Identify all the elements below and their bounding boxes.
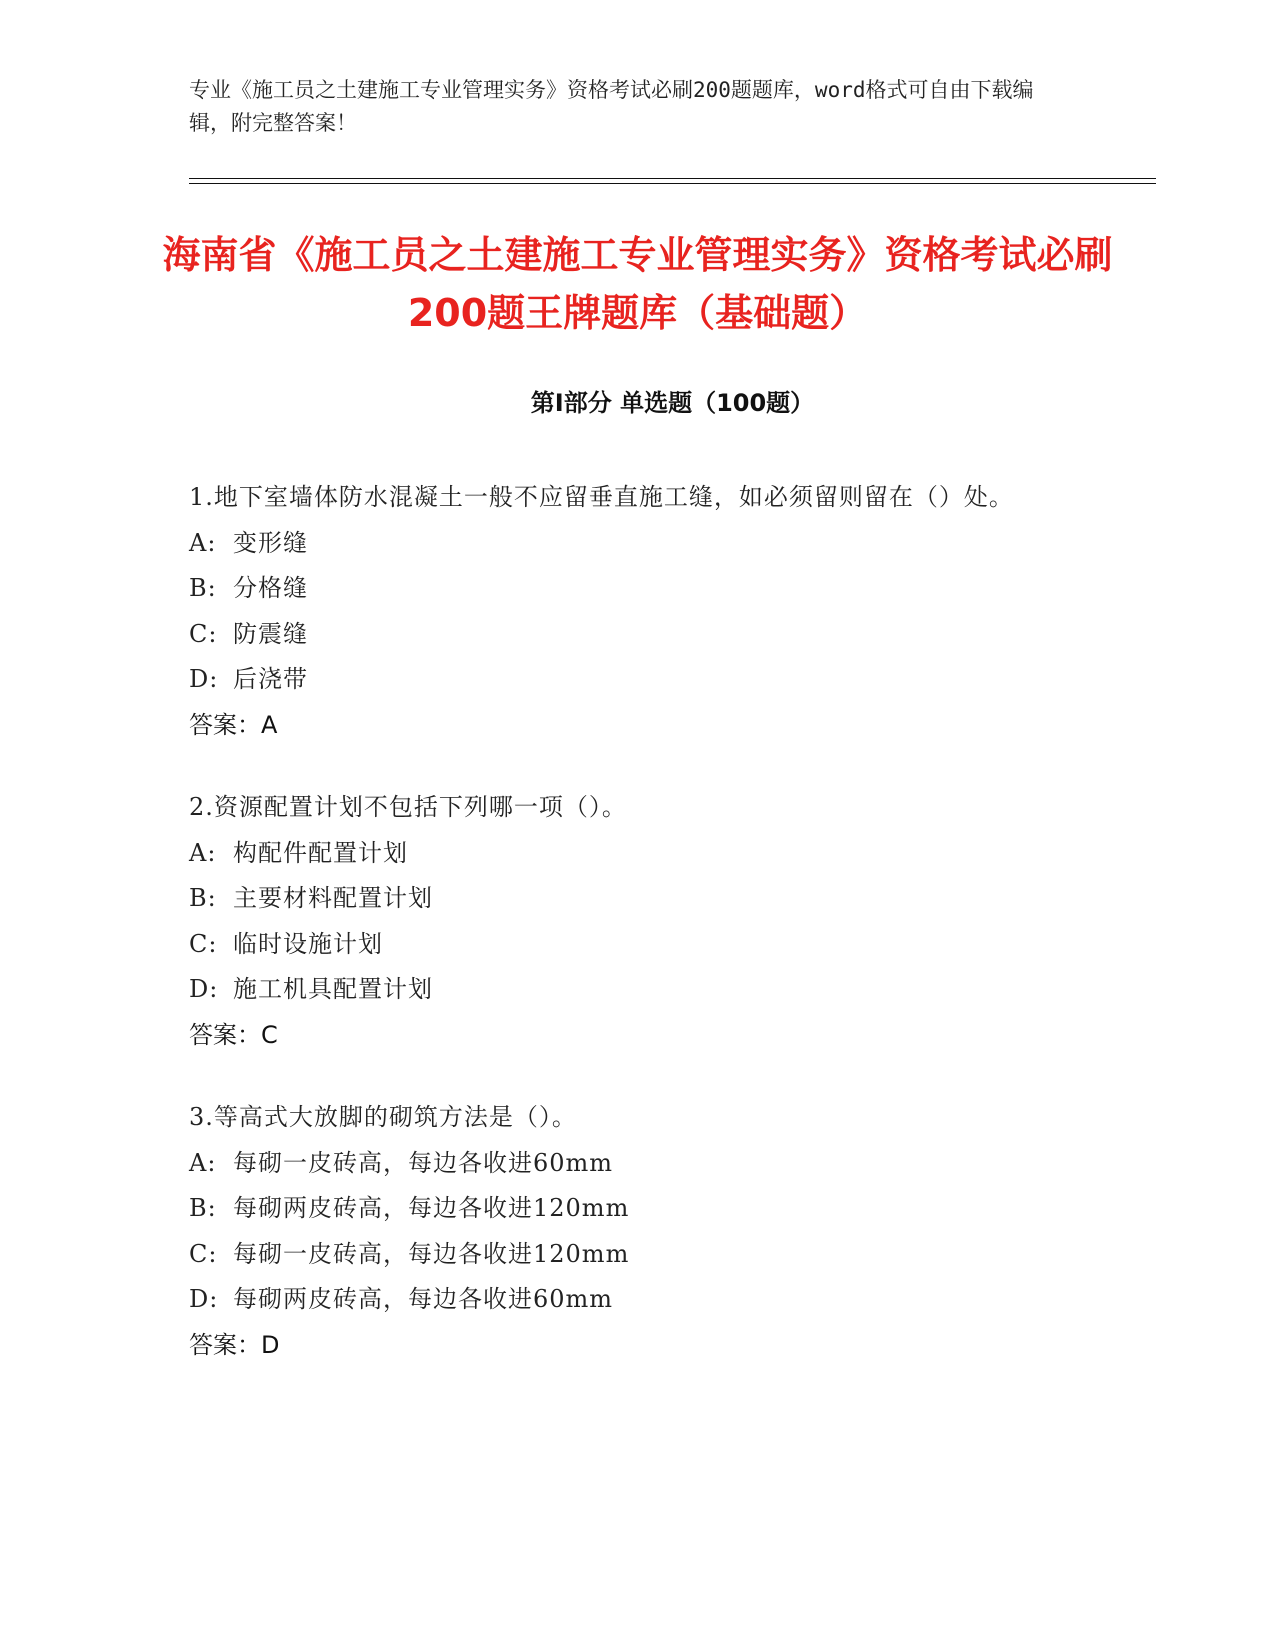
question-text: 1.地下室墙体防水混凝土一般不应留垂直施工缝，如必须留则留在（）处。 (189, 483, 1014, 511)
question-text: 3.等高式大放脚的砌筑方法是（）。 (189, 1103, 577, 1131)
header-rule-bottom (189, 183, 1156, 184)
question-item (189, 475, 1069, 748)
option-text: 防震缝 (233, 619, 308, 648)
option-text: 主要材料配置计划 (233, 884, 433, 912)
option-b (189, 566, 1069, 612)
option-label: C: (189, 929, 218, 958)
option-text: 临时设施计划 (233, 929, 383, 958)
option-b (189, 876, 1069, 922)
option-a (189, 831, 1069, 877)
option-text: 每砌一皮砖高，每边各收进60mm (233, 1148, 614, 1177)
option-text: 施工机具配置计划 (233, 975, 433, 1003)
answer-line: 答案：A (189, 710, 278, 739)
option-label: B: (189, 884, 217, 912)
question-list (189, 475, 1069, 1405)
answer-line: 答案：C (189, 1020, 278, 1049)
option-text: 分格缝 (233, 574, 308, 602)
option-text: 每砌一皮砖高，每边各收进120mm (233, 1239, 630, 1268)
header-note: 专业《施工员之土建施工专业管理实务》资格考试必刷200题题库，word格式可自由下载编辑，附完整答案！ (189, 78, 1034, 135)
option-text: 每砌两皮砖高，每边各收进120mm (233, 1194, 630, 1222)
option-label: A: (189, 528, 217, 557)
option-text: 每砌两皮砖高，每边各收进60mm (233, 1285, 614, 1313)
question-item (189, 1095, 1069, 1368)
option-label: C: (189, 619, 218, 648)
option-d (189, 657, 1069, 703)
option-label: B: (189, 574, 217, 602)
option-label: D: (189, 665, 219, 693)
option-label: A: (189, 838, 217, 867)
option-d (189, 1277, 1069, 1323)
header-rule-top (189, 178, 1156, 179)
option-d (189, 967, 1069, 1013)
option-a (189, 521, 1069, 567)
option-text: 变形缝 (233, 528, 308, 557)
option-label: D: (189, 1285, 219, 1313)
option-a (189, 1141, 1069, 1187)
option-text: 后浇带 (233, 665, 308, 693)
document-title: 海南省《施工员之土建施工专业管理实务》资格考试必刷200题王牌题库（基础题） (162, 233, 1113, 335)
option-label: A: (189, 1148, 217, 1177)
option-c (189, 1232, 1069, 1278)
option-label: C: (189, 1239, 218, 1268)
option-c (189, 612, 1069, 658)
option-b (189, 1186, 1069, 1232)
option-label: D: (189, 975, 219, 1003)
option-label: B: (189, 1194, 217, 1222)
answer-line: 答案：D (189, 1330, 280, 1359)
question-item (189, 785, 1069, 1058)
question-text: 2.资源配置计划不包括下列哪一项（）。 (189, 793, 627, 821)
option-c (189, 922, 1069, 968)
section-heading: 第Ⅰ部分 单选题（100题） (530, 389, 815, 417)
option-text: 构配件配置计划 (233, 838, 408, 867)
